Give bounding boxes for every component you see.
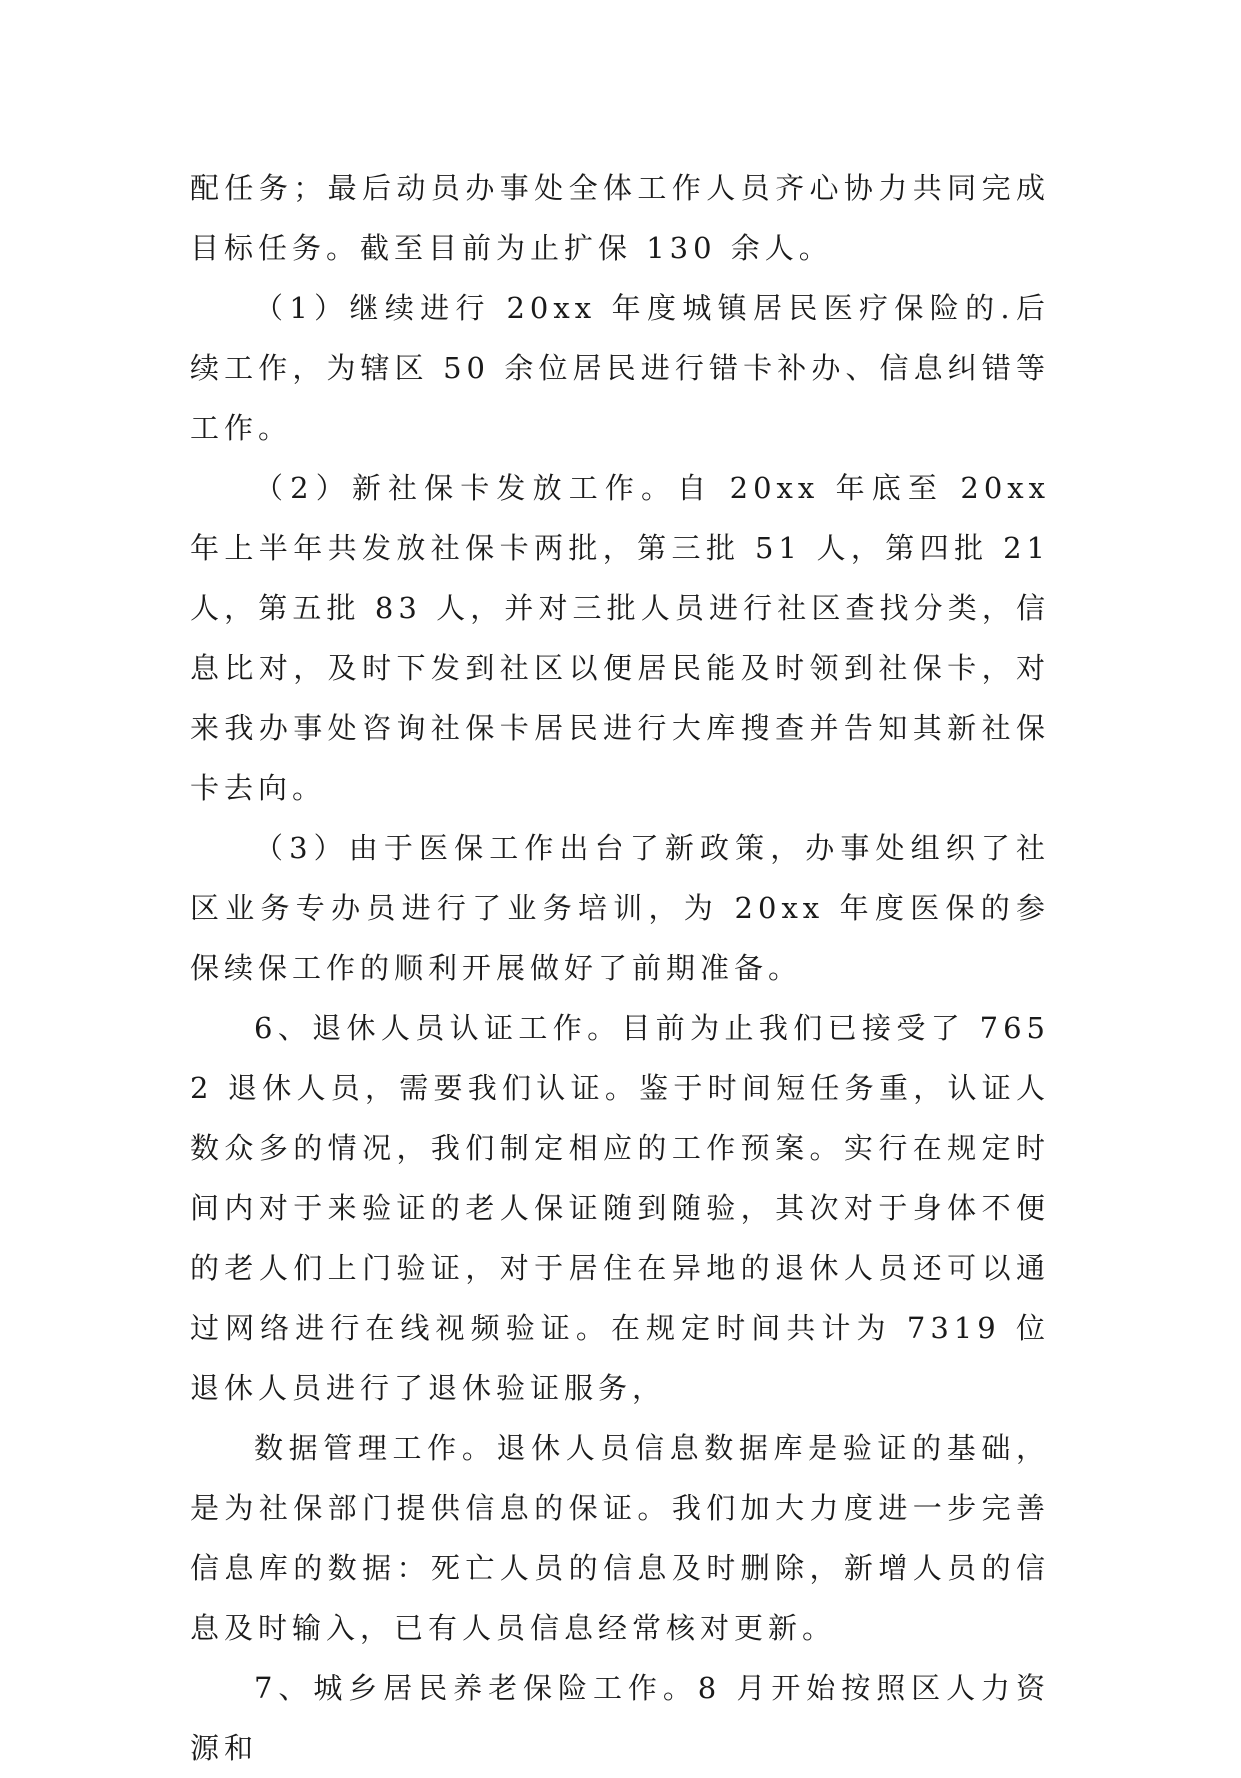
- paragraph-item-2: （2）新社保卡发放工作。自 20xx 年底至 20xx 年上半年共发放社保卡两批，第三批 51 人，第四批 21 人，第五批 83 人，并对三批人员进行社区查找分类，信息比对，及时下发到社区以便居民能及时领到社保卡，对来我办事处咨询社保卡居民进行大库搜查并告知其新社保卡去向。: [190, 471, 1050, 805]
- paragraph-section-6: 6、退休人员认证工作。目前为止我们已接受了 7652 退休人员，需要我们认证。鉴于时间短任务重，认证人数众多的情况，我们制定相应的工作预案。实行在规定时间内对于来验证的老人保证随到随验，其次对于身体不便的老人们上门验证，对于居住在异地的退休人员还可以通过网络进行在线视频验证。在规定时间共计为 7319 位退休人员进行了退休验证服务，: [190, 1011, 1050, 1405]
- paragraph-continuation: 配任务；最后动员办事处全体工作人员齐心协力共同完成目标任务。截至目前为止扩保 130 余人。: [190, 171, 1050, 265]
- document-body: [190, 158, 1050, 1778]
- paragraph-data-management: 数据管理工作。退休人员信息数据库是验证的基础，是为社保部门提供信息的保证。我们加大力度进一步完善信息库的数据：死亡人员的信息及时删除，新增人员的信息及时输入，已有人员信息经常核对更新。: [190, 1431, 1050, 1645]
- paragraph-item-1: （1）继续进行 20xx 年度城镇居民医疗保险的.后续工作，为辖区 50 余位居民进行错卡补办、信息纠错等工作。: [190, 291, 1050, 445]
- paragraph-section-7: 7、城乡居民养老保险工作。8 月开始按照区人力资源和: [190, 1671, 1050, 1765]
- paragraph-item-3: （3）由于医保工作出台了新政策，办事处组织了社区业务专办员进行了业务培训，为 20xx 年度医保的参保续保工作的顺利开展做好了前期准备。: [190, 831, 1050, 985]
